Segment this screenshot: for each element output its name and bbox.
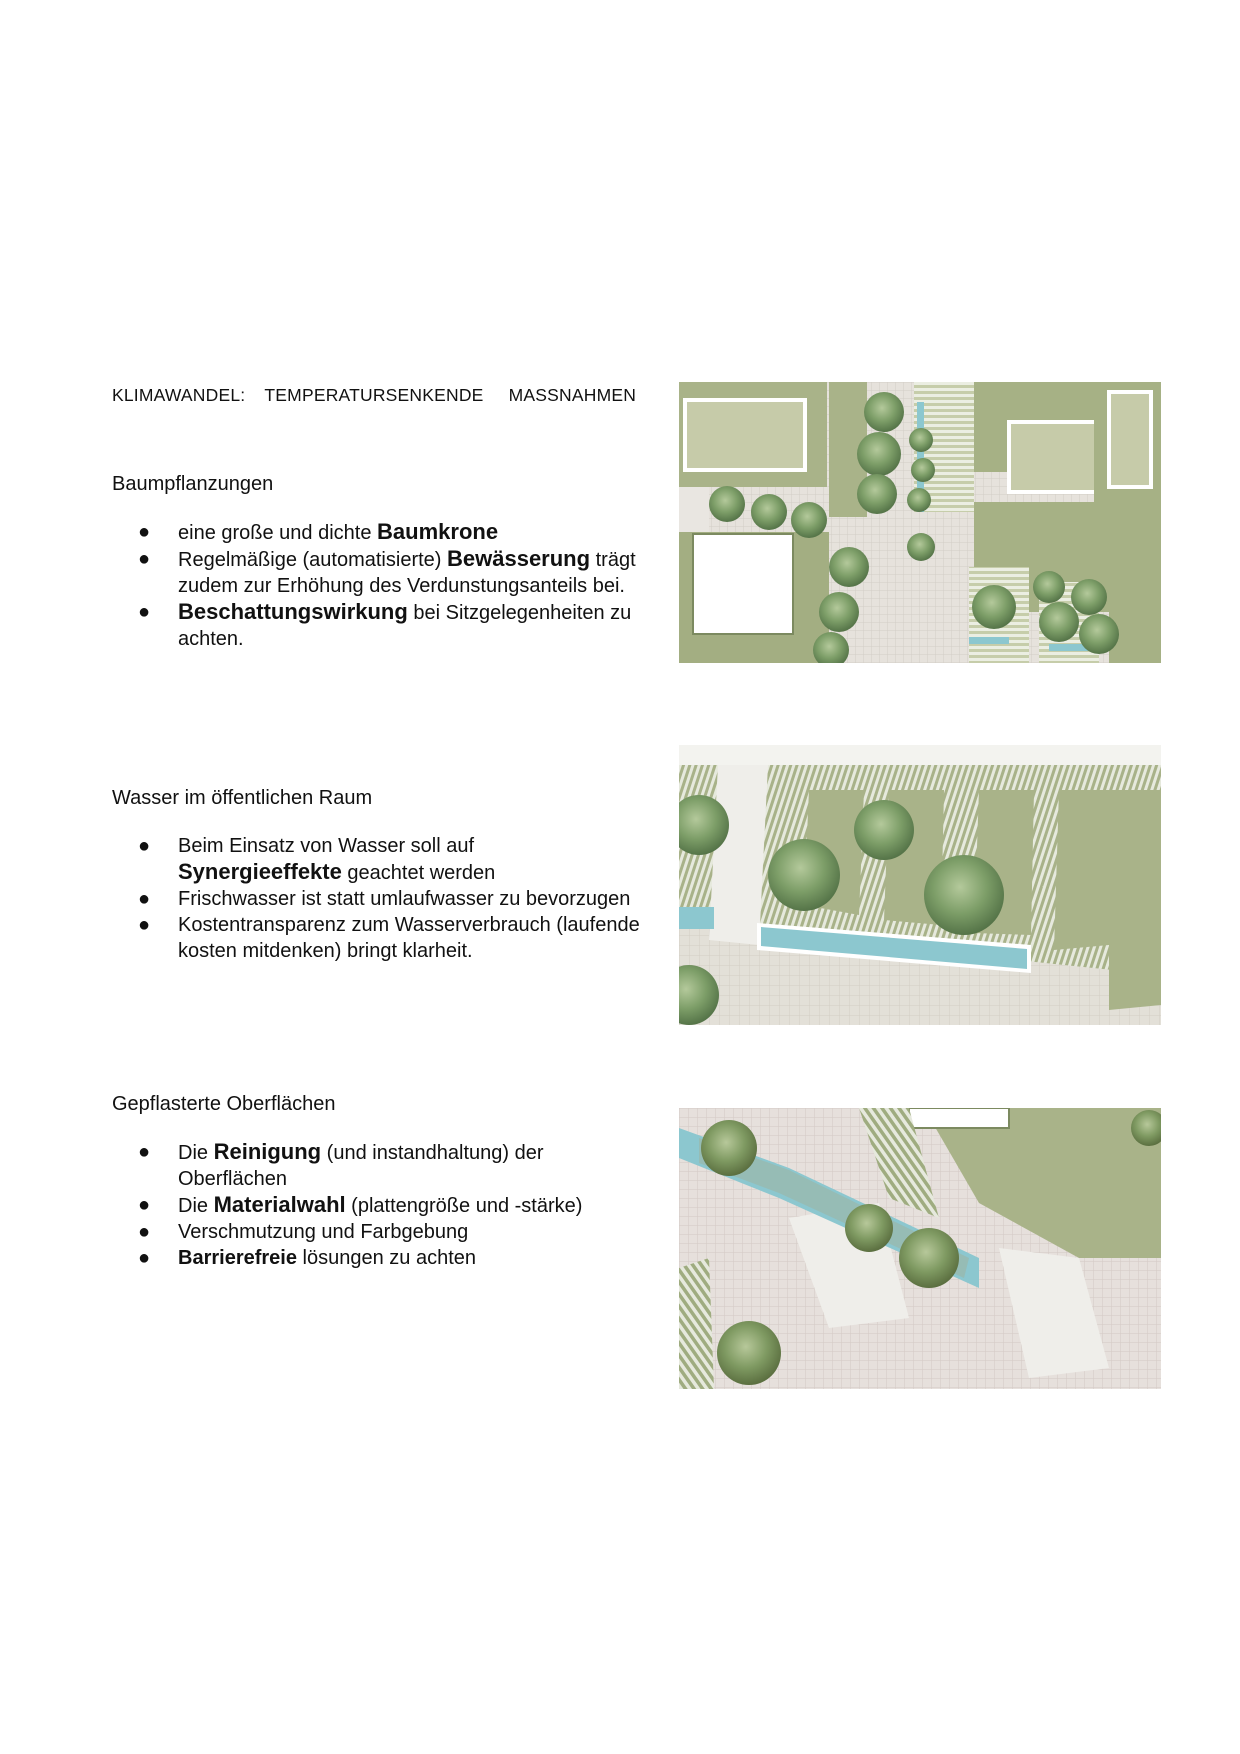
bullet-dot: ● [137,914,151,936]
page-title [112,385,636,406]
bullet-item [112,519,642,546]
title-part-3: MASSNAHMEN [508,385,637,405]
bullet-dot: ● [137,548,151,570]
bullet-text: (und instandhaltung) der Oberflächen [178,1142,544,1190]
site-plan-trees-image [679,382,1161,663]
bullet-list [112,1139,642,1271]
bold-keyword: Reinigung [213,1139,322,1164]
section-baumpflanzungen [112,471,642,652]
bullet-text: (plattengröße und -stärke) [345,1195,583,1217]
bullet-text: geachtet werden [341,862,496,884]
bullet-text: Verschmutzung und Farbgebung [178,1221,469,1243]
bullet-dot: ● [137,1141,151,1163]
bullet-item [112,1245,642,1271]
bullet-item [112,912,642,964]
bullet-item [112,1219,642,1245]
section-heading: Wasser im öffentlichen Raum [112,787,373,809]
section-heading: Baumpflanzungen [112,473,274,495]
bullet-item [112,1192,642,1219]
bullet-item [112,886,642,912]
bullet-text: trägt zudem zur Erhöhung des Verdunstungsanteils bei. [178,549,636,597]
bullet-dot: ● [137,601,151,623]
bullet-text: Die [178,1142,214,1164]
bullet-text: Beim Einsatz von Wasser soll auf [178,835,475,857]
site-plan-water-image [679,745,1161,1025]
bold-keyword: Materialwahl [213,1192,346,1217]
site-plan-water-illustration [679,745,1161,1025]
bullet-text: bei Sitzgelegenheiten zu achten. [178,602,632,650]
section-wasser [112,785,642,964]
bullet-text: Kostentransparenz zum Wasserverbrauch (laufende kosten mitdenken) bringt klarheit. [178,914,640,962]
bullet-item [112,833,642,886]
bullet-dot: ● [137,1247,151,1269]
section-oberflaechen [112,1091,642,1271]
site-plan-paving-image [679,1108,1161,1389]
bold-keyword: Bewässerung [447,546,591,571]
section-heading: Gepflasterte Oberflächen [112,1093,336,1115]
bullet-dot: ● [137,1221,151,1243]
bullet-dot: ● [137,888,151,910]
bullet-text: Frischwasser ist statt umlaufwasser zu bevorzugen [178,888,631,910]
bullet-dot: ● [137,1194,151,1216]
site-plan-trees-illustration [679,382,1161,663]
bullet-item [112,1139,642,1192]
bullet-text: Die [178,1195,214,1217]
bold-keyword: Barrierefreie [178,1247,297,1269]
site-plan-paving-illustration [679,1108,1161,1389]
bullet-list [112,833,642,964]
bullet-item [112,546,642,599]
bullet-text: eine große und dichte [178,522,378,544]
title-part-1: KLIMAWANDEL: [112,385,246,405]
bullet-dot: ● [137,835,151,857]
bold-keyword: Baumkrone [377,519,499,544]
bullet-text: Regelmäßige (automatisierte) [178,549,447,571]
title-part-2: TEMPERATURSENKENDE [264,385,484,405]
bold-keyword: Synergieeffekte [178,859,342,884]
bullet-item [112,599,642,652]
bullet-text: lösungen zu achten [296,1247,476,1269]
bullet-dot: ● [137,521,151,543]
bold-keyword: Beschattungswirkung [178,599,408,624]
bullet-list [112,519,642,652]
